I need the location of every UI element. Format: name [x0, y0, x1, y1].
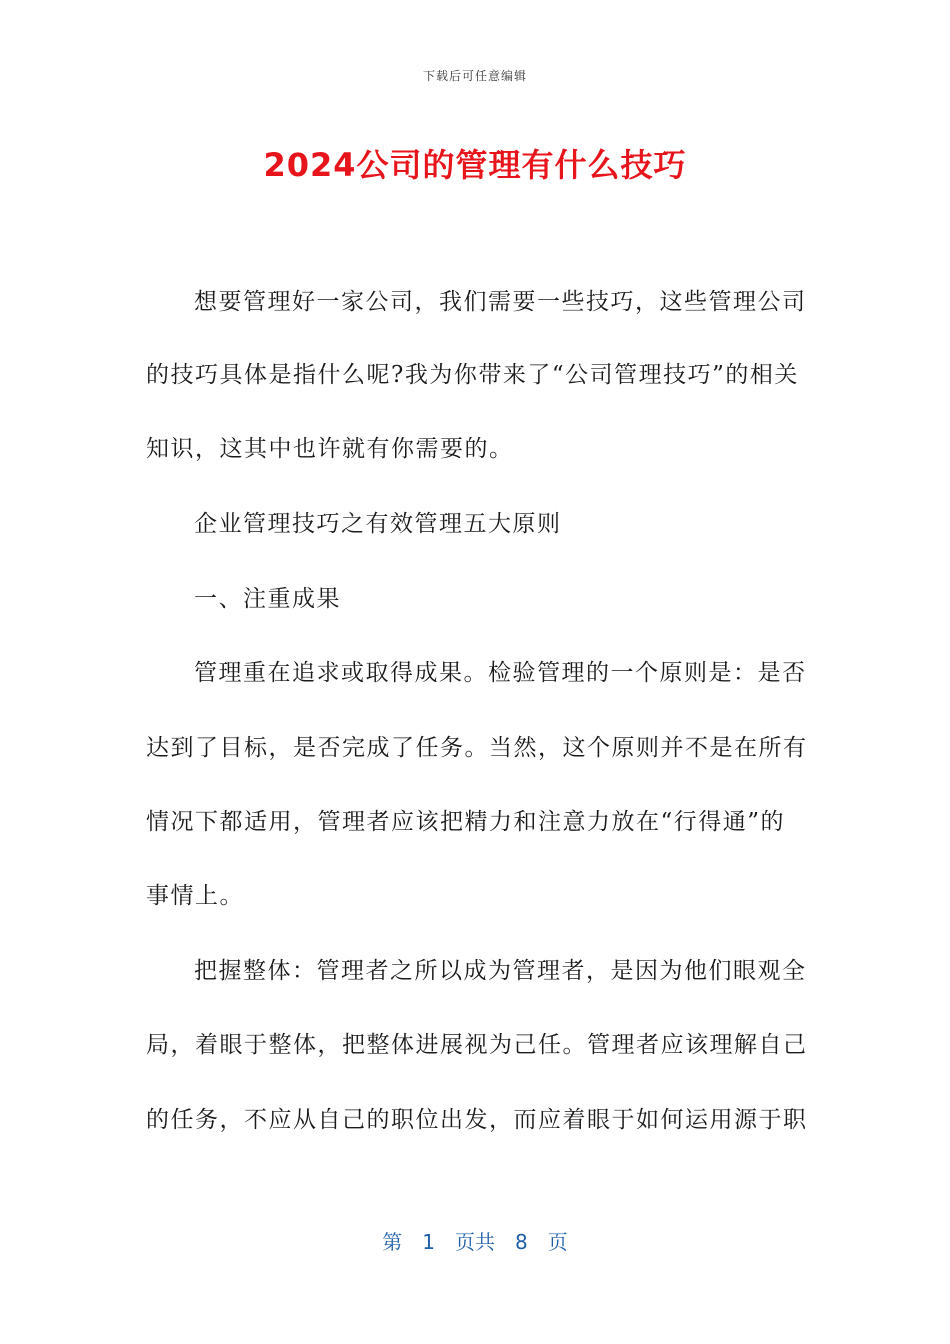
subsection-heading: 一、注重成果: [194, 586, 341, 612]
section-heading: 企业管理技巧之有效管理五大原则: [194, 511, 562, 537]
paragraph-line: 局，着眼于整体，把整体进展视为己任。管理者应该理解自己: [146, 1032, 808, 1058]
page-label-suffix: 页: [547, 1230, 568, 1254]
header-note: 下载后可任意编辑: [422, 69, 527, 83]
paragraph-line: 的技巧具体是指什么呢?我为你带来了“公司管理技巧”的相关: [146, 362, 799, 388]
page-label-mid: 页共: [455, 1230, 495, 1254]
paragraph-line: 达到了目标，是否完成了任务。当然，这个原则并不是在所有: [146, 735, 808, 761]
document-title: 2024公司的管理有什么技巧: [263, 146, 687, 184]
paragraph-line: 事情上。: [146, 883, 244, 909]
paragraph-line: 的任务，不应从自己的职位出发，而应着眼于如何运用源于职: [146, 1107, 808, 1133]
paragraph-line: 知识，这其中也许就有你需要的。: [146, 436, 514, 462]
paragraph-line: 情况下都适用，管理者应该把精力和注意力放在“行得通”的: [146, 809, 786, 835]
page-total: 8: [515, 1230, 528, 1254]
page-label-prefix: 第: [382, 1230, 403, 1254]
paragraph-line: 管理重在追求或取得成果。检验管理的一个原则是：是否: [194, 660, 807, 686]
paragraph-line: 把握整体：管理者之所以成为管理者，是因为他们眼观全: [194, 958, 807, 984]
page-number-footer: [0, 1226, 950, 1255]
paragraph-line: 想要管理好一家公司，我们需要一些技巧，这些管理公司: [194, 289, 807, 315]
page-current: 1: [422, 1230, 435, 1254]
